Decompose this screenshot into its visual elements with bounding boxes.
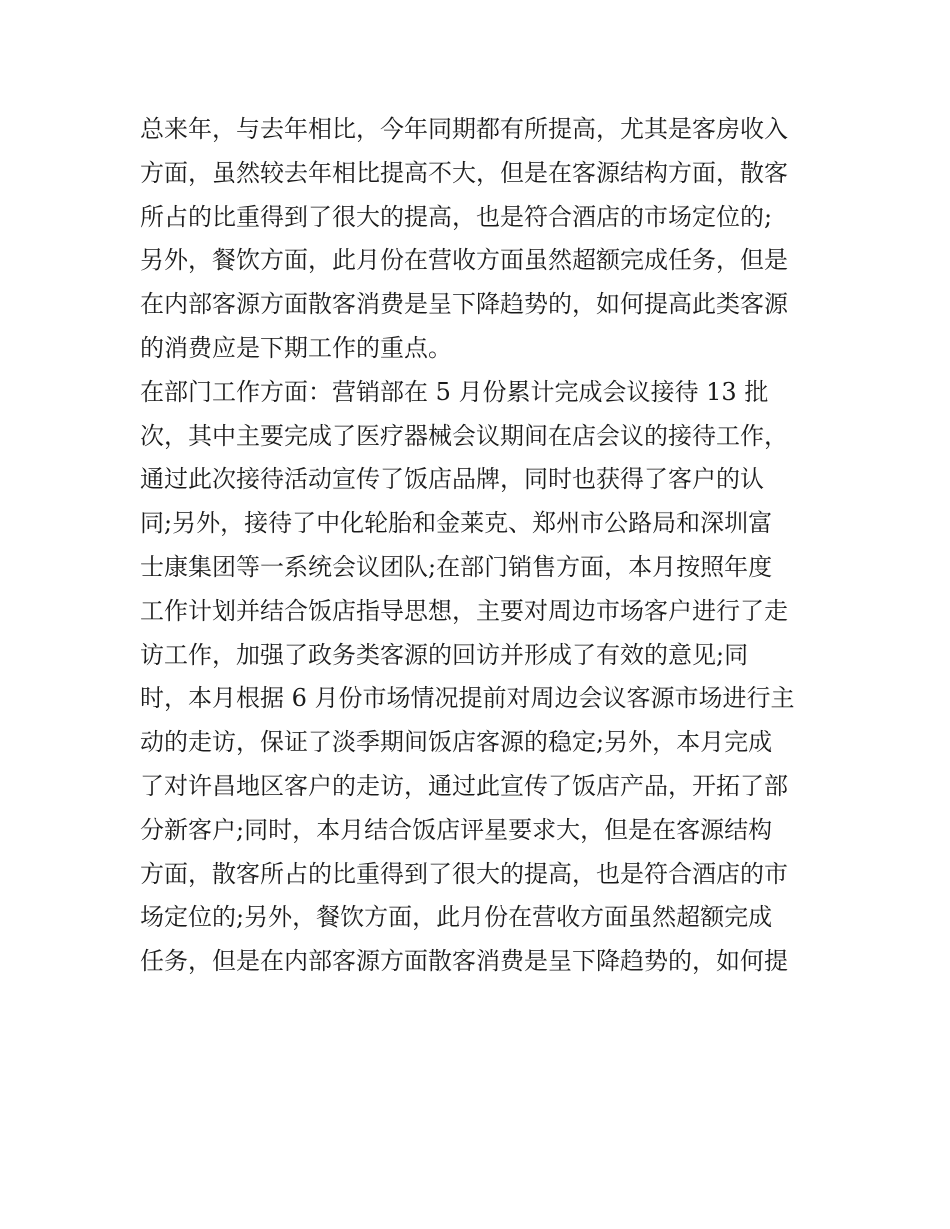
text-line: 次，其中主要完成了医疗器械会议期间在店会议的接待工作， xyxy=(140,421,788,450)
text-line: 方面，散客所占的比重得到了很大的提高，也是符合酒店的市 xyxy=(140,859,788,888)
text-line: 动的走访，保证了淡季期间饭店客源的稳定;另外，本月完成 xyxy=(140,728,773,757)
text-line: 同;另外，接待了中化轮胎和金莱克、郑州市公路局和深圳富 xyxy=(140,509,773,538)
text-line: 方面，虽然较去年相比提高不大，但是在客源结构方面，散客 xyxy=(140,158,788,187)
text-line: 访工作，加强了政务类客源的回访并形成了有效的意见;同 xyxy=(140,640,749,669)
text-line: 的消费应是下期工作的重点。 xyxy=(140,333,452,362)
body-text xyxy=(140,108,820,984)
text-line: 时，本月根据 6 月份市场情况提前对周边会议客源市场进行主 xyxy=(140,684,795,713)
text-line: 所占的比重得到了很大的提高，也是符合酒店的市场定位的; xyxy=(140,202,773,231)
text-line: 场定位的;另外，餐饮方面，此月份在营收方面虽然超额完成 xyxy=(140,903,773,932)
text-line: 工作计划并结合饭店指导思想，主要对周边市场客户进行了走 xyxy=(140,596,788,625)
text-line: 士康集团等一系统会议团队;在部门销售方面，本月按照年度 xyxy=(140,552,773,581)
text-line: 在内部客源方面散客消费是呈下降趋势的，如何提高此类客源 xyxy=(140,290,788,319)
text-line: 总来年，与去年相比，今年同期都有所提高，尤其是客房收入 xyxy=(140,115,788,143)
text-line: 通过此次接待活动宣传了饭店品牌，同时也获得了客户的认 xyxy=(140,465,764,494)
text-line: 分新客户;同时，本月结合饭店评星要求大，但是在客源结构 xyxy=(140,815,773,844)
text-line: 另外，餐饮方面，此月份在营收方面虽然超额完成任务，但是 xyxy=(140,246,788,275)
text-line: 任务，但是在内部客源方面散客消费是呈下降趋势的，如何提 xyxy=(140,947,788,976)
text-line: 在部门工作方面：营销部在 5 月份累计完成会议接待 13 批 xyxy=(140,377,769,406)
text-line: 了对许昌地区客户的走访，通过此宣传了饭店产品，开拓了部 xyxy=(140,771,788,800)
